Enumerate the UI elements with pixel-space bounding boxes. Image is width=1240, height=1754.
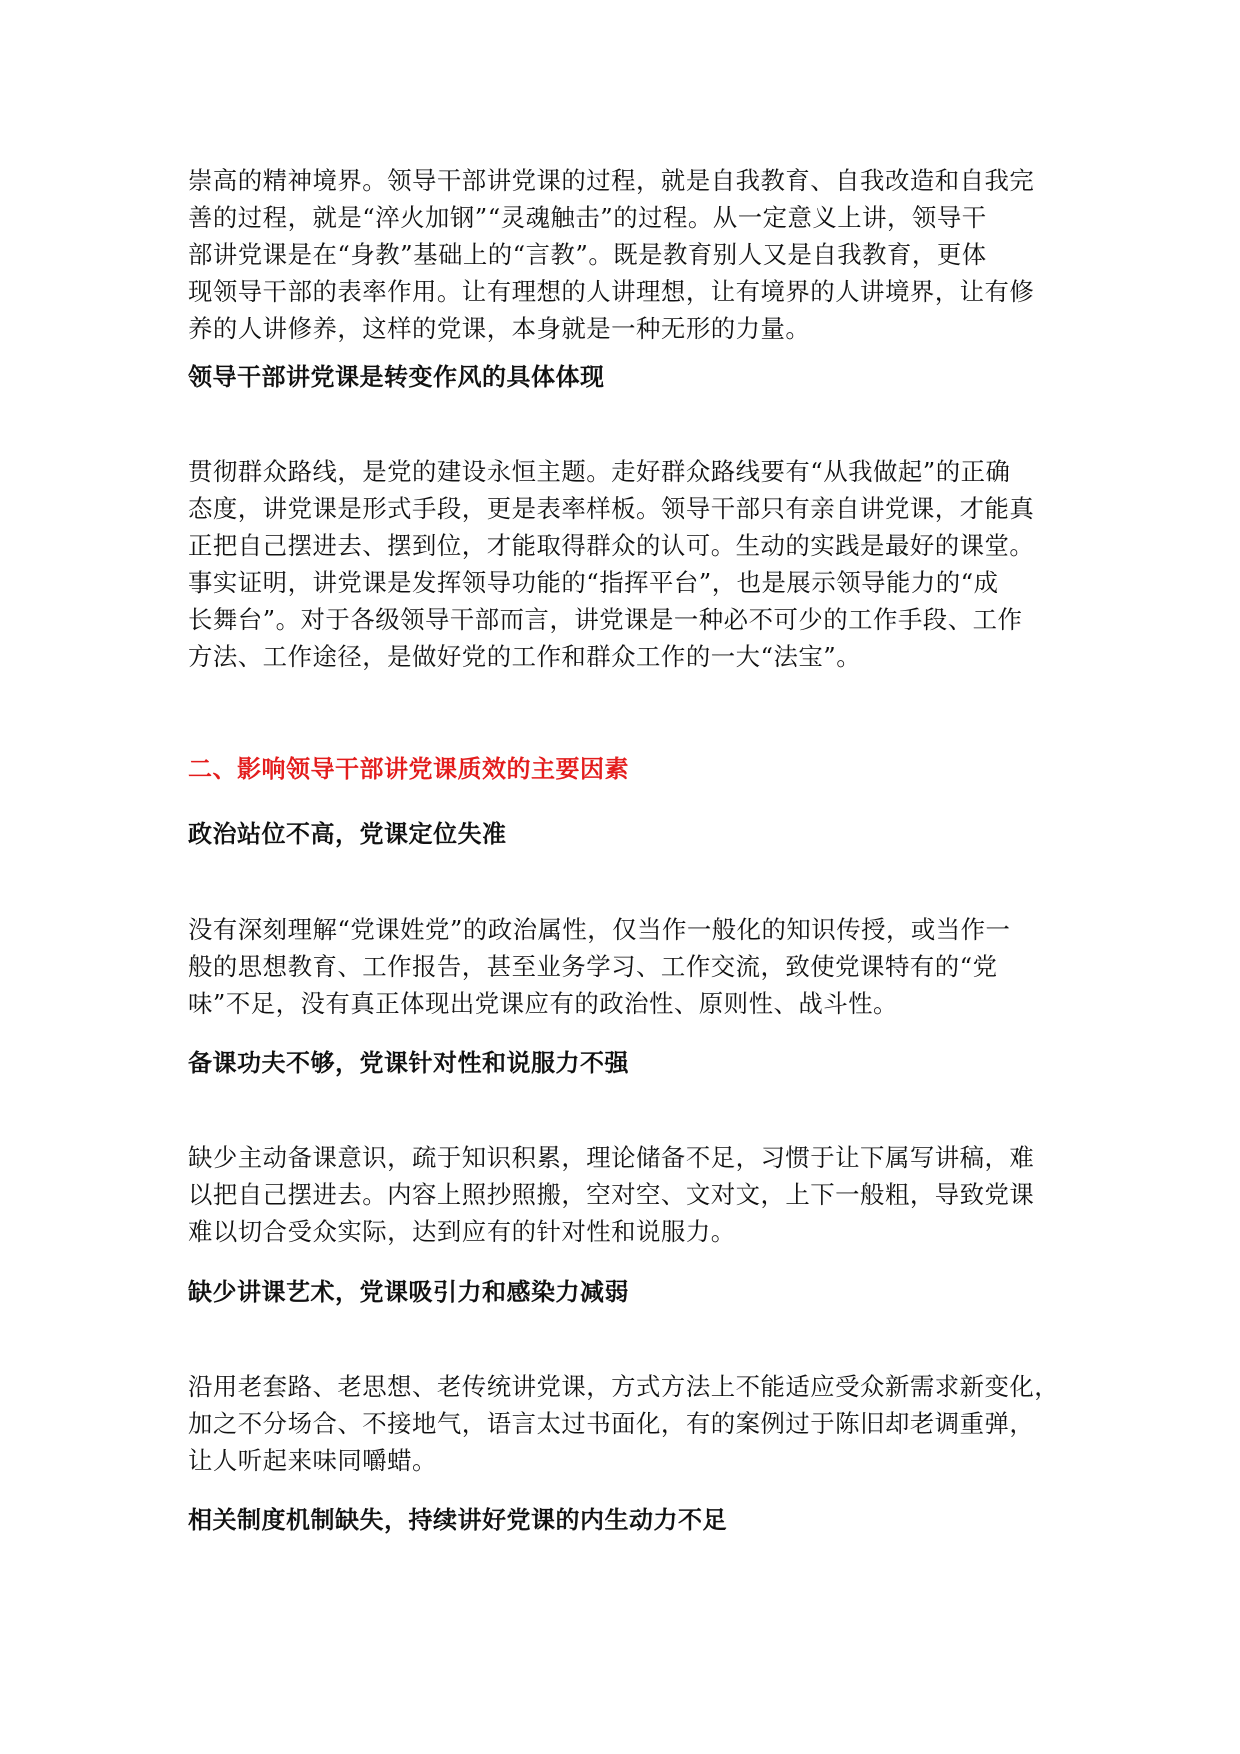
paragraph-mass-line [188, 453, 1058, 675]
paragraph-political-position [188, 911, 1058, 1022]
text-line: 贯彻群众路线，是党的建设永恒主题。走好群众路线要有“从我做起”的正确 [188, 457, 1011, 486]
paragraph-lesson-preparation [188, 1139, 1058, 1250]
paragraph-party-lesson-significance [188, 162, 1058, 347]
text-line: 正把自己摆进去、摆到位，才能取得群众的认可。生动的实践是最好的课堂。 [188, 531, 1035, 560]
text-line: 事实证明，讲党课是发挥领导功能的“指挥平台”，也是展示领导能力的“成 [188, 568, 999, 597]
section-heading-main-factors: 二、影响领导干部讲党课质效的主要因素 [188, 755, 629, 783]
paragraph-teaching-art [188, 1368, 1058, 1479]
text-line: 没有深刻理解“党课姓党”的政治属性，仅当作一般化的知识传授，或当作一 [188, 915, 1011, 944]
text-line: 养的人讲修养，这样的党课，本身就是一种无形的力量。 [188, 314, 811, 343]
text-line: 般的思想教育、工作报告，甚至业务学习、工作交流，致使党课特有的“党 [188, 952, 998, 981]
text-line: 味”不足，没有真正体现出党课应有的政治性、原则性、战斗性。 [188, 989, 898, 1018]
text-line: 部讲党课是在“身教”基础上的“言教”。既是教育别人又是自我教育，更体 [188, 240, 987, 269]
text-line: 加之不分场合、不接地气，语言太过书面化，有的案例过于陈旧却老调重弹， [188, 1409, 1035, 1438]
text-line: 难以切合受众实际，达到应有的针对性和说服力。 [188, 1217, 736, 1246]
text-line: 让人听起来味同嚼蜡。 [188, 1446, 437, 1475]
text-line: 以把自己摆进去。内容上照抄照搬，空对空、文对文，上下一般粗，导致党课 [188, 1180, 1035, 1209]
text-line: 缺少主动备课意识，疏于知识积累，理论储备不足，习惯于让下属写讲稿，难 [188, 1143, 1035, 1172]
text-line: 崇高的精神境界。领导干部讲党课的过程，就是自我教育、自我改造和自我完 [188, 166, 1035, 195]
subheading-teaching-art: 缺少讲课艺术，党课吸引力和感染力减弱 [188, 1278, 629, 1306]
text-line: 善的过程，就是“淬火加钢”“灵魂触击”的过程。从一定意义上讲，领导干 [188, 203, 987, 232]
subheading-political-position: 政治站位不高，党课定位失准 [188, 820, 507, 848]
text-line: 现领导干部的表率作用。让有理想的人讲理想，让有境界的人讲境界，让有修 [188, 277, 1035, 306]
text-line: 方法、工作途径，是做好党的工作和群众工作的一大“法宝”。 [188, 642, 862, 671]
text-line: 长舞台”。对于各级领导干部而言，讲党课是一种必不可少的工作手段、工作 [188, 605, 1023, 634]
text-line: 沿用老套路、老思想、老传统讲党课，方式方法上不能适应受众新需求新变化， [188, 1372, 1060, 1401]
subheading-lesson-preparation: 备课功夫不够，党课针对性和说服力不强 [188, 1049, 629, 1077]
text-line: 态度，讲党课是形式手段，更是表率样板。领导干部只有亲自讲党课，才能真 [188, 494, 1035, 523]
subheading-style-change: 领导干部讲党课是转变作风的具体体现 [188, 363, 605, 391]
subheading-institutional-mechanism: 相关制度机制缺失，持续讲好党课的内生动力不足 [188, 1506, 727, 1534]
